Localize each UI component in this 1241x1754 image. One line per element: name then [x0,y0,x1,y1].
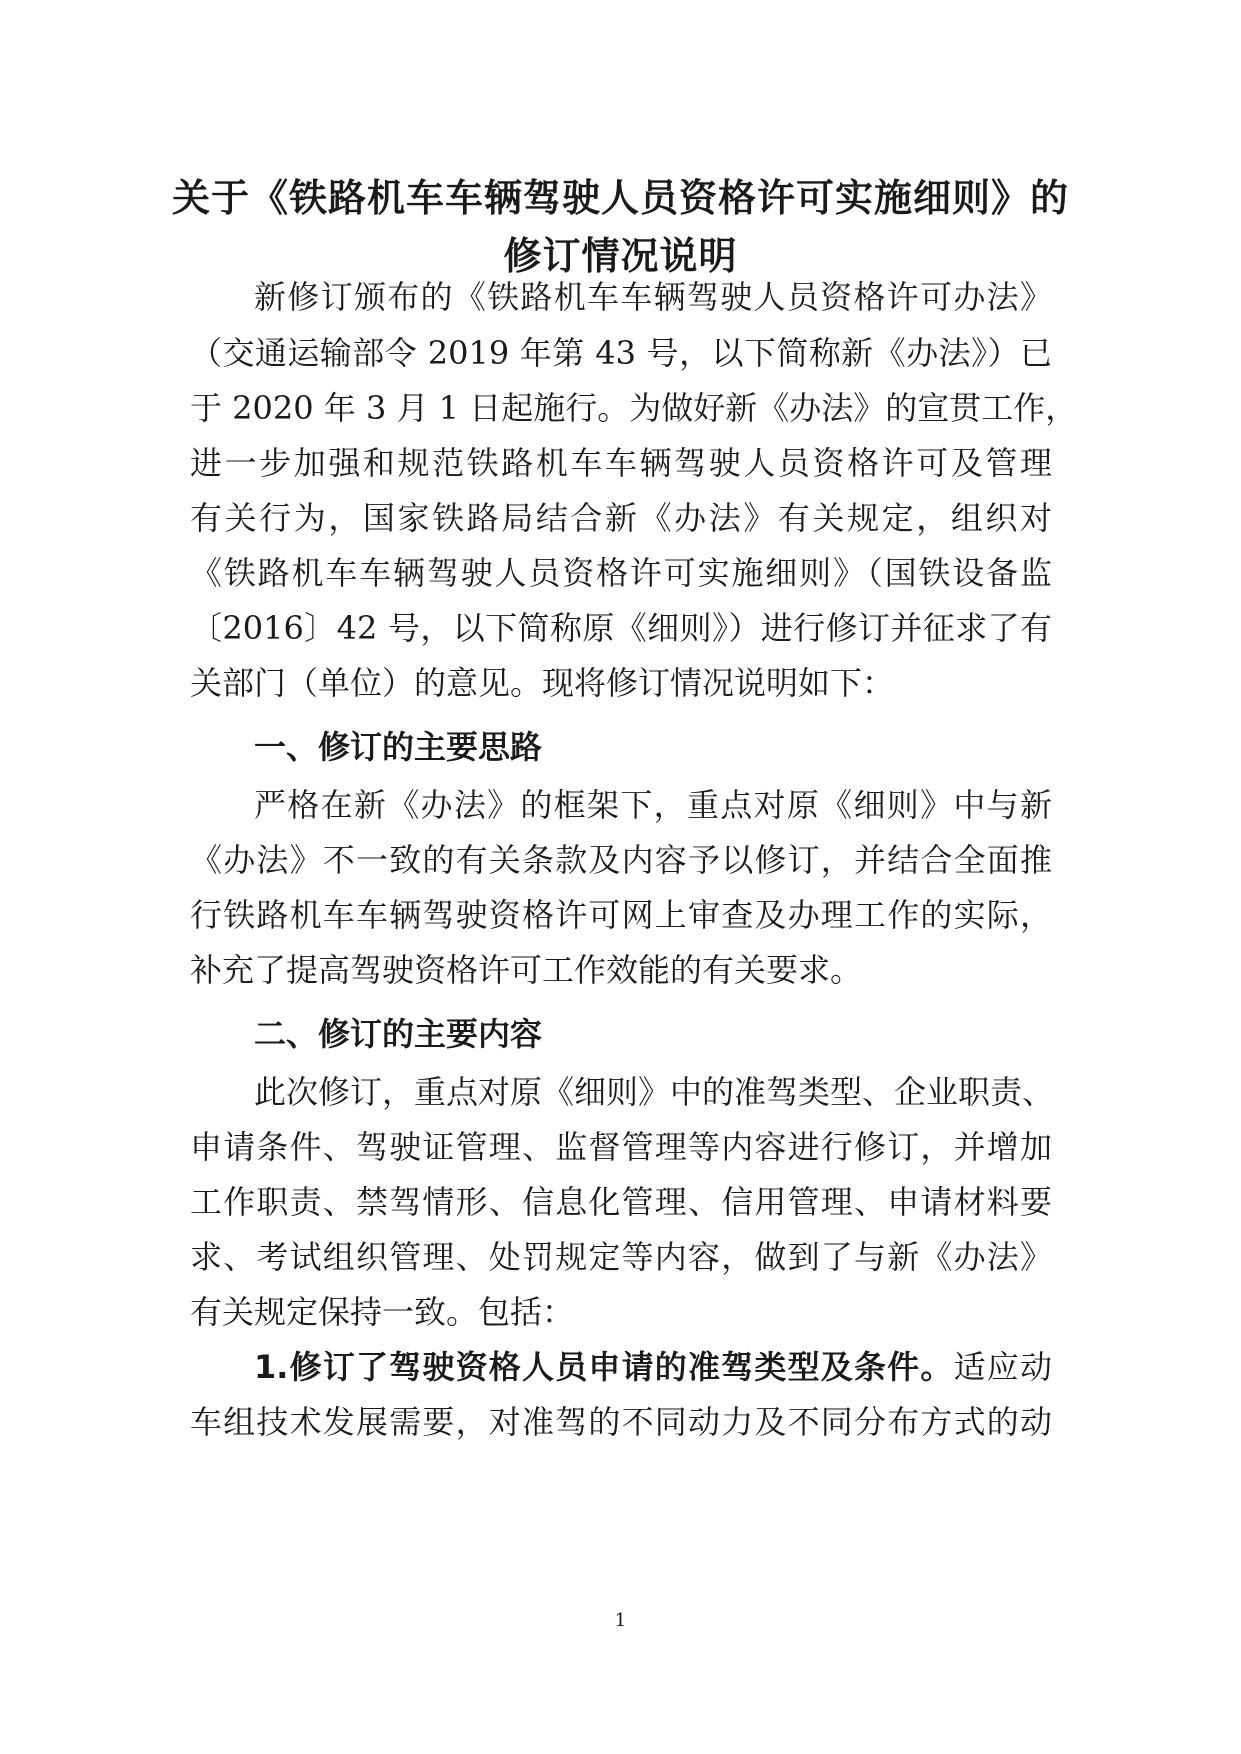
section-2-heading: 二、修订的主要内容 [254,1015,543,1053]
document-title-line-2: 修订情况说明 [503,234,738,278]
item-1-line-2: 车组技术发展需要，对准驾的不同动力及不同分布方式的动 [190,1403,1052,1441]
section-1-line-2: 《办法》不一致的有关条款及内容予以修订，并结合全面推 [190,841,1052,879]
document-title-line-1: 关于《铁路机车车辆驾驶人员资格许可实施细则》的 [171,176,1069,220]
intro-line-6: 《铁路机车车辆驾驶人员资格许可实施细则》（国铁设备监 [190,554,1052,592]
intro-line-1: 新修订颁布的《铁路机车车辆驾驶人员资格许可办法》 [254,278,1052,316]
section-2-line-1: 此次修订，重点对原《细则》中的准驾类型、企业职责、 [254,1073,1055,1111]
item-1-bold-lead: 1.修订了驾驶资格人员申请的准驾类型及条件。 [254,1348,954,1386]
intro-line-8: 关部门（单位）的意见。现将修订情况说明如下： [190,664,895,702]
item-1-line-1 [254,1345,1052,1389]
intro-line-7: 〔2016〕42 号，以下简称原《细则》）进行修订并征求了有 [190,609,1052,647]
intro-line-3: 于 2020 年 3 月 1 日起施行。为做好新《办法》的宣贯工作， [190,389,1078,427]
intro-line-2: （交通运输部令 2019 年第 43 号，以下简称新《办法》）已 [190,334,1052,372]
section-1-heading: 一、修订的主要思路 [254,728,543,766]
intro-line-5: 有关行为，国家铁路局结合新《办法》有关规定，组织对 [190,499,1052,537]
item-1-lead-continuation: 适应动 [953,1348,1052,1386]
section-2-line-3: 工作职责、禁驾情形、信息化管理、信用管理、申请材料要 [190,1183,1052,1221]
section-1-line-4: 补充了提高驾驶资格许可工作效能的有关要求。 [190,951,863,989]
section-1-line-1: 严格在新《办法》的框架下，重点对原《细则》中与新 [254,786,1052,824]
section-2-line-4: 求、考试组织管理、处罚规定等内容，做到了与新《办法》 [190,1238,1052,1276]
page-number: 1 [614,1610,627,1631]
intro-line-4: 进一步加强和规范铁路机车车辆驾驶人员资格许可及管理 [190,444,1052,482]
section-2-line-5: 有关规定保持一致。包括： [190,1293,575,1331]
section-1-line-3: 行铁路机车车辆驾驶资格许可网上审查及办理工作的实际， [190,896,1052,934]
section-2-line-2: 申请条件、驾驶证管理、监督管理等内容进行修订，并增加 [190,1128,1052,1166]
